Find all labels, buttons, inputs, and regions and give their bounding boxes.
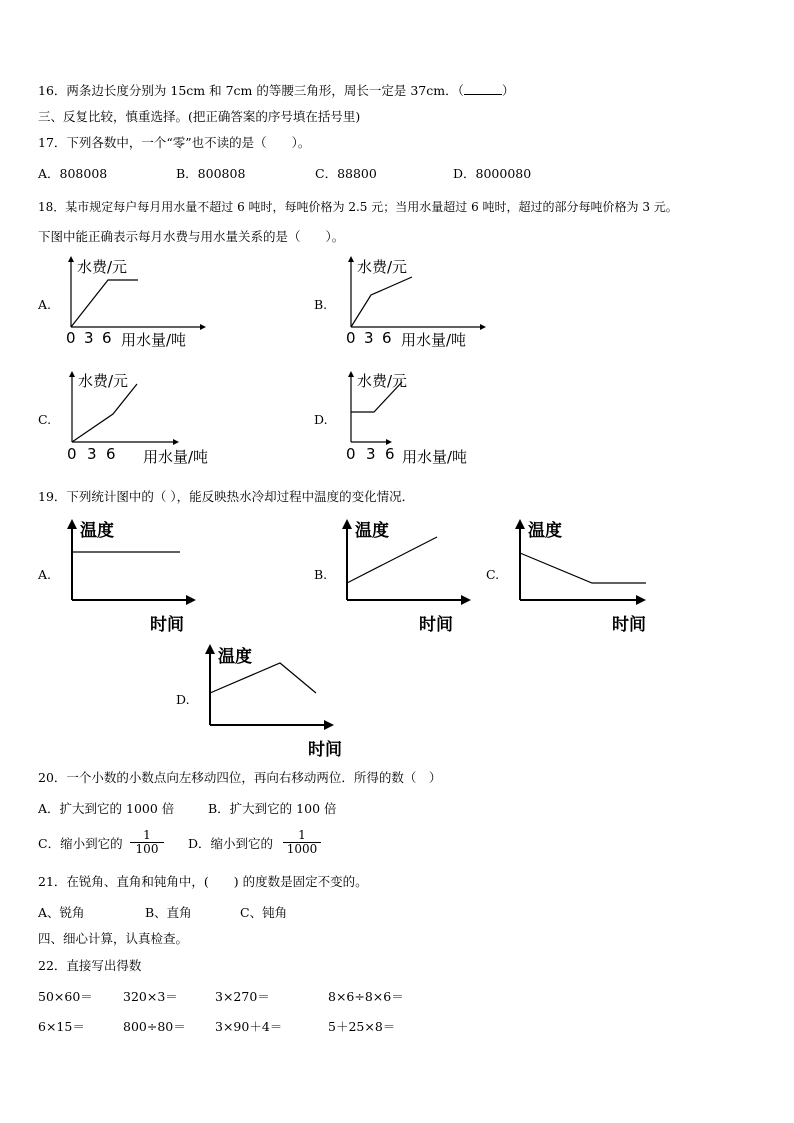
q21-option-c[interactable]: C、钝角 (240, 905, 288, 920)
q22-item-8: 5＋25×8＝ (328, 1019, 396, 1034)
q20-fraction-c: $\frac{1}{100}$ (130, 829, 164, 856)
q18c-tick-0: 0 (67, 445, 77, 463)
q18c-tick-3: 3 (87, 445, 97, 463)
q18b-tick-3: 3 (364, 329, 374, 347)
q22-item-6: 800÷80＝ (123, 1019, 186, 1034)
section-3-heading: 三、反复比较，慎重选择。(把正确答案的序号填在括号里) (38, 109, 361, 124)
q18d-y-axis-label: 水费/元 (357, 372, 408, 390)
q18-label-b[interactable]: B. (314, 297, 328, 312)
q18-graph-a (60, 255, 210, 350)
q22-item-7: 3×90＋4＝ (215, 1019, 283, 1034)
q19-label-c[interactable]: C. (486, 567, 500, 582)
q18c-y-axis-label: 水费/元 (78, 372, 129, 390)
q18-label-c[interactable]: C. (38, 412, 52, 427)
q18-question-line1: 18．某市规定每户每月用水量不超过 6 吨时，每吨价格为 2.5 元；当用水量超过 6 吨时，超过的部分每吨价格为 3 元。 (38, 200, 678, 214)
q18-label-a[interactable]: A. (38, 297, 52, 312)
q17-option-d[interactable]: D．8000080 (453, 166, 532, 181)
q18b-y-axis-label: 水费/元 (357, 258, 408, 276)
q18d-x-axis-label: 用水量/吨 (402, 448, 468, 466)
q22-item-2: 320×3＝ (123, 989, 178, 1004)
q18b-x-axis-label: 用水量/吨 (401, 331, 467, 349)
q18c-x-axis-label: 用水量/吨 (143, 448, 209, 466)
q19a-x-axis-label: 时间 (150, 615, 184, 635)
q20-question: 20．一个小数的小数点向左移动四位，再向右移动两位．所得的数（ ） (38, 770, 442, 785)
q18a-tick-3: 3 (84, 329, 94, 347)
q20-fraction-d: $\frac{1}{1000}$ (283, 829, 321, 856)
q22-item-1: 50×60＝ (38, 989, 93, 1004)
q19d-x-axis-label: 时间 (308, 740, 342, 760)
q17-option-b[interactable]: B．800808 (176, 166, 246, 181)
q19b-y-axis-label: 温度 (355, 521, 389, 541)
q21-question: 21．在锐角、直角和钝角中，( ) 的度数是固定不变的。 (38, 874, 368, 889)
q19-graph-c (510, 517, 655, 637)
q19-label-b[interactable]: B. (314, 567, 328, 582)
q20-option-d[interactable]: D．缩小到它的 (188, 836, 274, 851)
q18d-tick-0: 0 (346, 445, 356, 463)
q21-option-b[interactable]: B、直角 (145, 905, 192, 920)
q19-graph-a (62, 517, 202, 637)
q18d-tick-3: 3 (366, 445, 376, 463)
q19-graph-d (200, 642, 340, 762)
q20-option-a[interactable]: A．扩大到它的 1000 倍 (38, 801, 175, 816)
q18a-tick-0: 0 (66, 329, 76, 347)
q18-question-line2: 下图中能正确表示每月水费与用水量关系的是（ ）。 (38, 229, 345, 244)
q18c-tick-6: 6 (106, 445, 116, 463)
q18b-tick-0: 0 (346, 329, 356, 347)
q19-label-d[interactable]: D. (176, 692, 190, 707)
q16-answer-blank[interactable] (464, 83, 502, 95)
q19-graph-b (337, 517, 477, 637)
q18-graph-d (340, 370, 490, 468)
q18a-x-axis-label: 用水量/吨 (121, 331, 187, 349)
q22-question: 22．直接写出得数 (38, 958, 142, 973)
q19c-x-axis-label: 时间 (612, 615, 646, 635)
q19d-y-axis-label: 温度 (218, 647, 252, 667)
q20-option-b[interactable]: B．扩大到它的 100 倍 (208, 801, 337, 816)
q22-item-5: 6×15＝ (38, 1019, 85, 1034)
q21-option-a[interactable]: A、锐角 (38, 905, 85, 920)
q18a-y-axis-label: 水费/元 (77, 258, 128, 276)
q19-question: 19．下列统计图中的（ ），能反映热水冷却过程中温度的变化情况． (38, 489, 415, 504)
q22-item-4: 8×6÷8×6＝ (328, 989, 404, 1004)
section-4-heading: 四、细心计算，认真检查。 (38, 931, 189, 946)
q18-graph-b (340, 255, 490, 350)
q19b-x-axis-label: 时间 (419, 615, 453, 635)
q17-option-a[interactable]: A．808008 (38, 166, 108, 181)
q20-option-c[interactable]: C．缩小到它的 (38, 836, 123, 851)
q18-label-d[interactable]: D. (314, 412, 328, 427)
q19c-y-axis-label: 温度 (528, 521, 562, 541)
q18-graph-c (61, 370, 211, 468)
q19a-y-axis-label: 温度 (80, 521, 114, 541)
q17-option-c[interactable]: C．88800 (315, 166, 377, 181)
q18a-tick-6: 6 (102, 329, 112, 347)
q18b-tick-6: 6 (382, 329, 392, 347)
q19-label-a[interactable]: A. (38, 567, 52, 582)
q18d-tick-6: 6 (385, 445, 395, 463)
q22-item-3: 3×270＝ (215, 989, 270, 1004)
q17-question: 17．下列各数中，一个“零”也不读的是（ ）。 (38, 135, 311, 150)
q16-text: 16．两条边长度分别为 15cm 和 7cm 的等腰三角形，周长一定是 37cm．（ ） (38, 83, 515, 98)
